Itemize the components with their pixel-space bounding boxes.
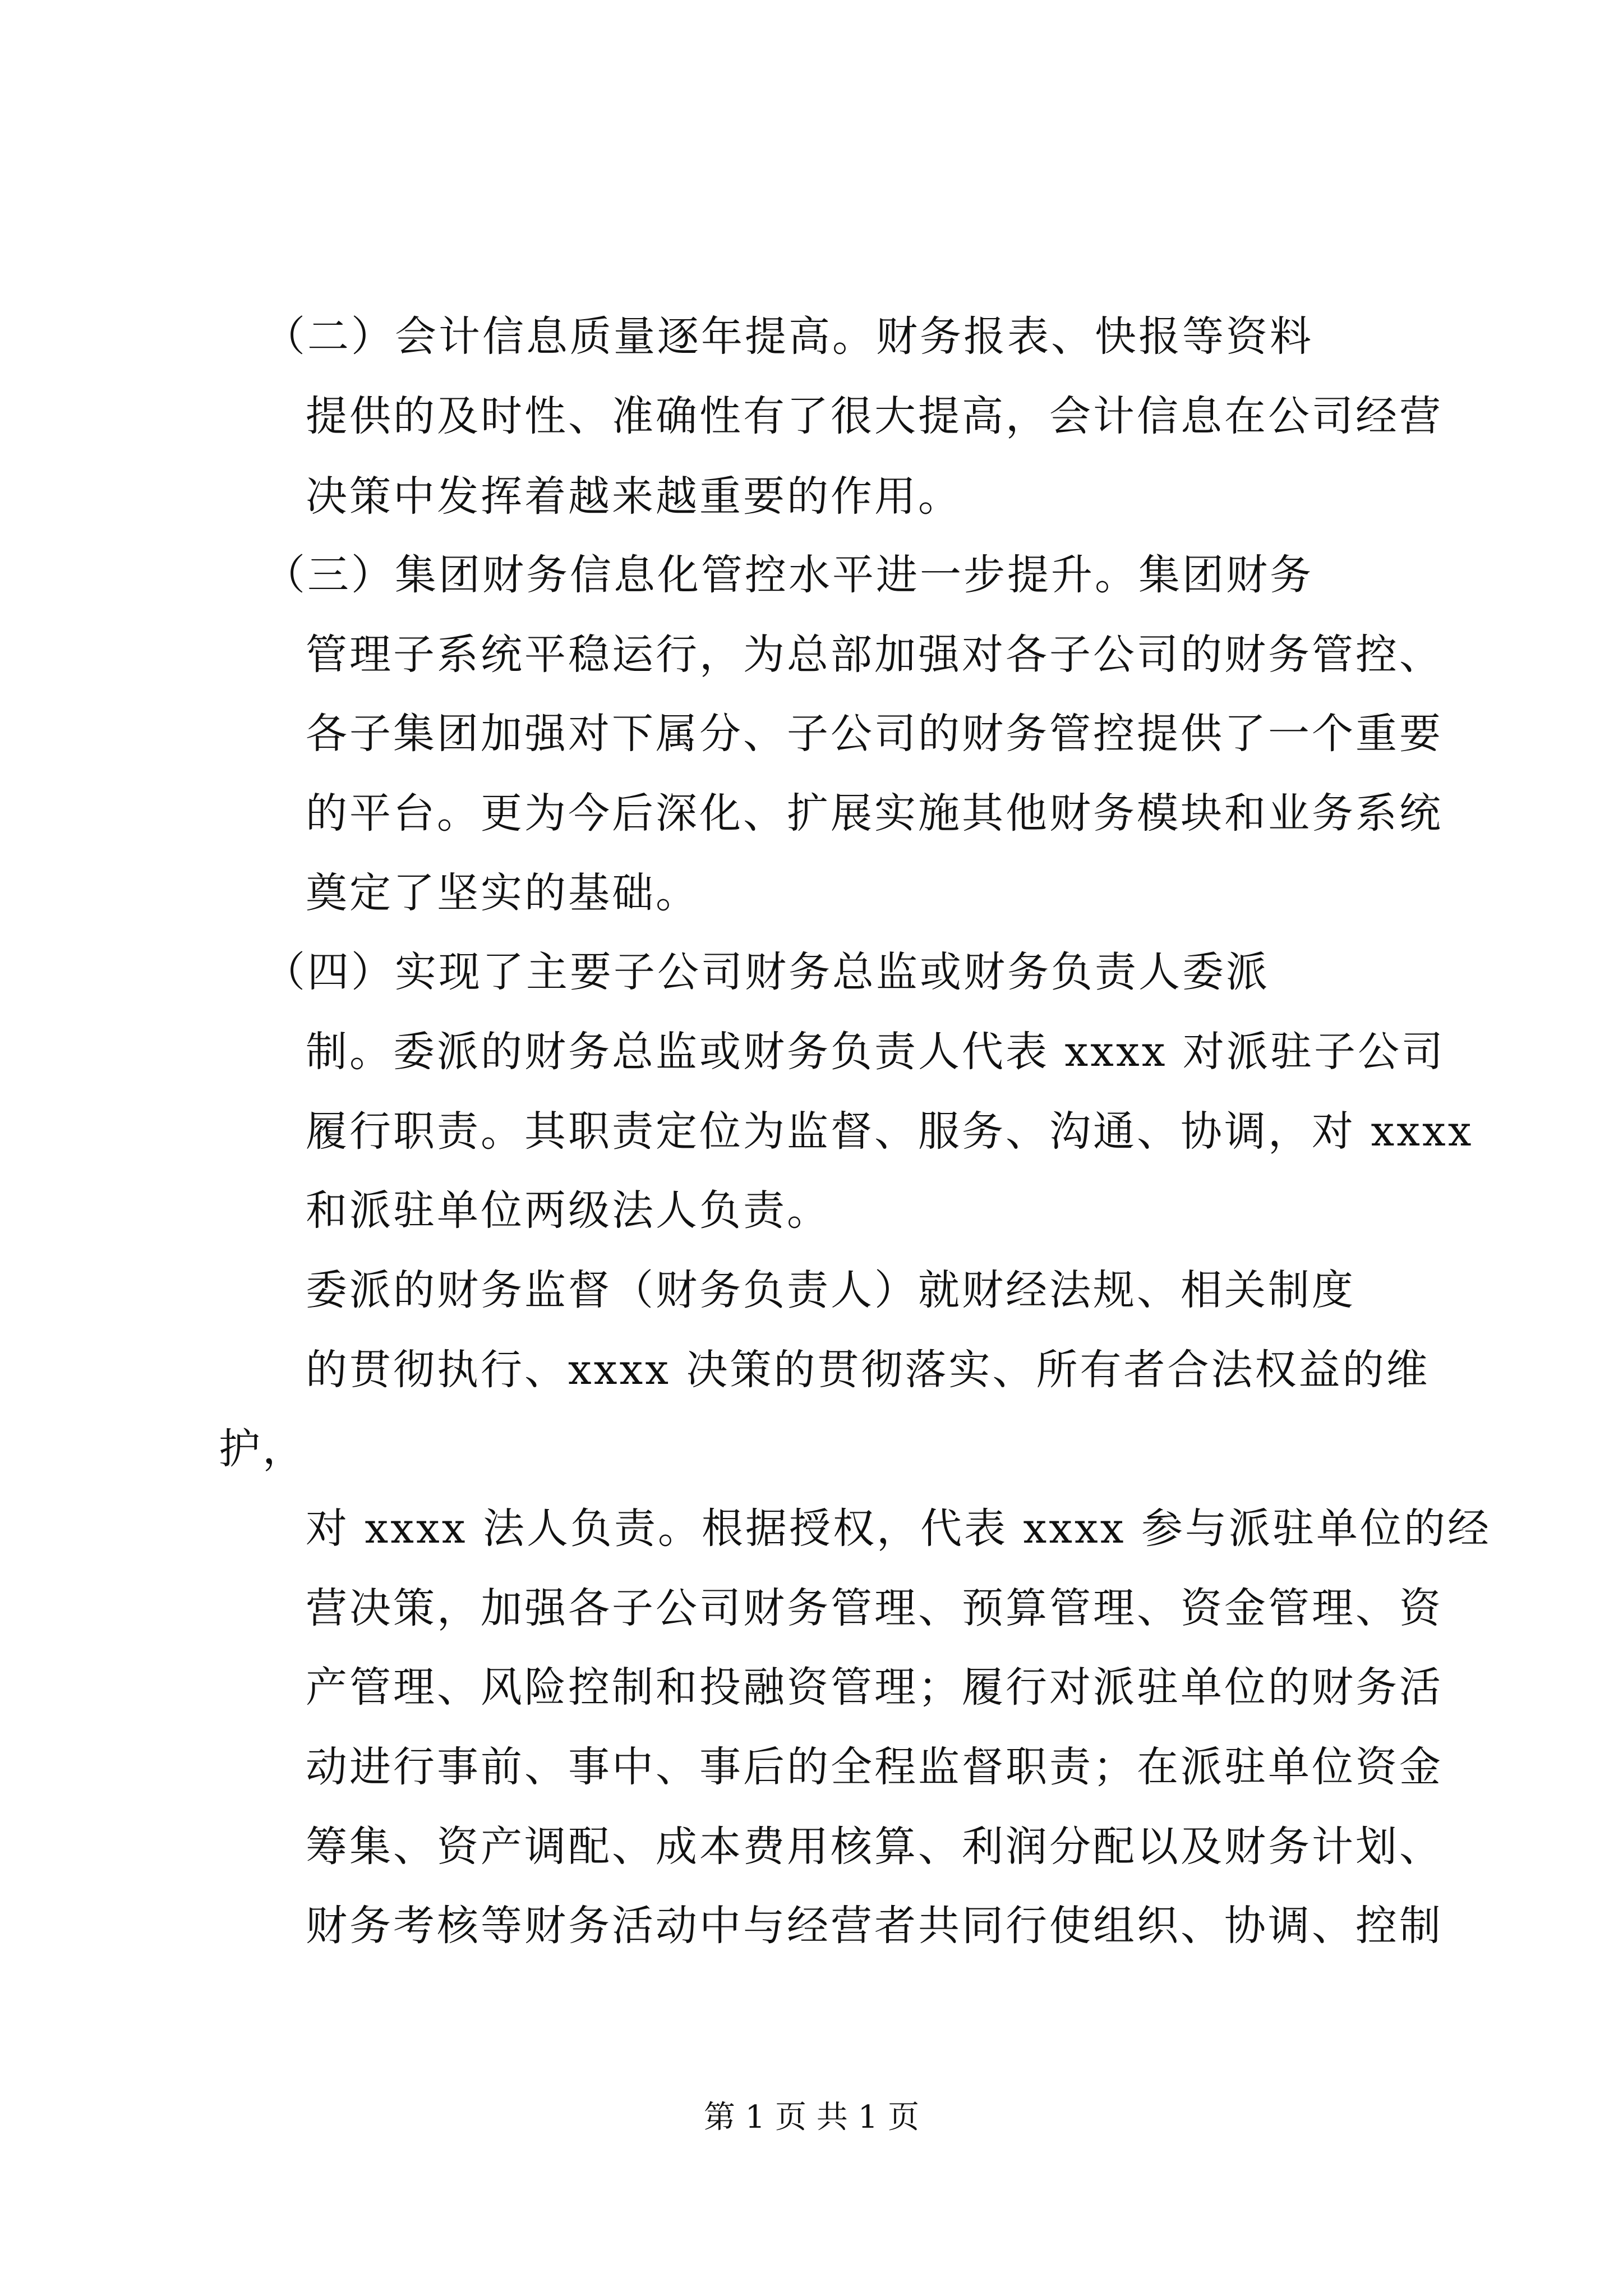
- text-line: （二）会计信息质量逐年提高。财务报表、快报等资料: [264, 312, 1313, 361]
- page-footer: 第 1 页 共 1 页: [703, 2099, 920, 2136]
- text-line: 管理子系统平稳运行，为总部加强对各子公司的财务管控、: [306, 631, 1443, 679]
- text-line: 决策中发挥着越来越重要的作用。: [306, 472, 962, 521]
- text-line: 和派驻单位两级法人负责。: [306, 1186, 831, 1235]
- text-line: 的平台。更为今后深化、扩展实施其他财务模块和业务系统: [306, 789, 1443, 838]
- text-line: （四）实现了主要子公司财务总监或财务负责人委派: [264, 948, 1270, 996]
- text-line: 产管理、风险控制和投融资管理；履行对派驻单位的财务活: [306, 1663, 1443, 1711]
- text-line: 对 xxxx 法人负责。根据授权，代表 xxxx 参与派驻单位的经: [306, 1504, 1491, 1553]
- text-line: 的贯彻执行、xxxx 决策的贯彻落实、所有者合法权益的维: [306, 1346, 1430, 1394]
- text-line: 履行职责。其职责定位为监督、服务、沟通、协调，对 xxxx: [306, 1107, 1474, 1156]
- text-line: 动进行事前、事中、事后的全程监督职责；在派驻单位资金: [306, 1743, 1443, 1791]
- text-line: 营决策，加强各子公司财务管理、预算管理、资金管理、资: [306, 1584, 1443, 1632]
- text-line: （三）集团财务信息化管控水平进一步提升。集团财务: [264, 551, 1313, 599]
- text-line: 委派的财务监督（财务负责人）就财经法规、相关制度: [306, 1266, 1355, 1314]
- text-line: 筹集、资产调配、成本费用核算、利润分配以及财务计划、: [306, 1823, 1443, 1871]
- text-line: 制。委派的财务总监或财务负责人代表 xxxx 对派驻子公司: [306, 1028, 1445, 1076]
- text-line: 提供的及时性、准确性有了很大提高，会计信息在公司经营: [306, 392, 1443, 440]
- text-line: 财务考核等财务活动中与经营者共同行使组织、协调、控制: [306, 1902, 1443, 1950]
- text-line: 护，: [219, 1425, 306, 1473]
- text-line: 奠定了坚实的基础。: [306, 869, 699, 917]
- text-line: 各子集团加强对下属分、子公司的财务管控提供了一个重要: [306, 710, 1443, 758]
